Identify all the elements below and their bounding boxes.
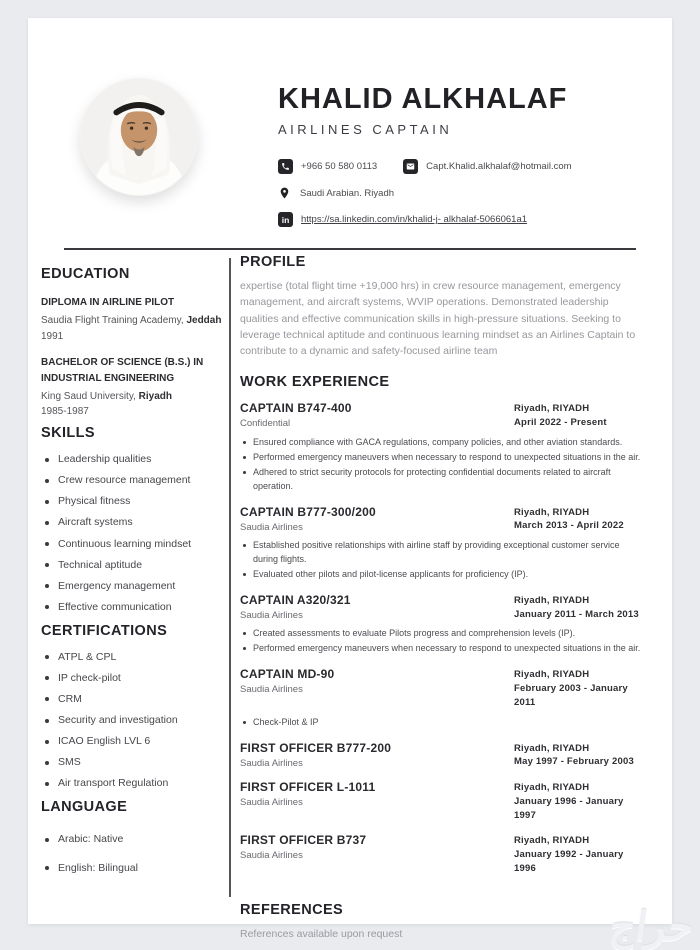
header-divider bbox=[64, 248, 636, 250]
person-name: KHALID ALKHALAF bbox=[278, 83, 568, 115]
school-city: Jeddah bbox=[186, 315, 222, 326]
job-entry-dates: May 1997 - February 2003 bbox=[514, 756, 634, 768]
sidebar bbox=[41, 258, 223, 890]
job-bullet: Created assessments to evaluate Pilots progress and comprehension levels (IP). bbox=[240, 627, 646, 641]
location-pin-icon bbox=[278, 185, 293, 201]
job-entry-location: Riyadh, RIYADH bbox=[514, 403, 590, 415]
job-entry-company: Saudia Airlines bbox=[240, 757, 303, 769]
job-entry-location: Riyadh, RIYADH bbox=[514, 782, 590, 794]
certifications-heading: CERTIFICATIONS bbox=[41, 622, 168, 639]
column-divider bbox=[229, 258, 231, 897]
phone-number: +966 50 580 0113 bbox=[301, 161, 378, 173]
references-text: References available upon request bbox=[240, 927, 403, 940]
jobs-list bbox=[240, 401, 646, 875]
references-heading: REFERENCES bbox=[240, 901, 344, 918]
haraj-watermark: حراج bbox=[607, 905, 698, 949]
job-bullets bbox=[240, 716, 646, 730]
job-bullets bbox=[240, 627, 646, 656]
job-entry-title: FIRST OFFICER L-1011 bbox=[240, 780, 376, 795]
job-entry-location: Riyadh, RIYADH bbox=[514, 669, 590, 681]
education-heading: EDUCATION bbox=[41, 266, 130, 282]
school-city: Riyadh bbox=[138, 390, 172, 402]
main-column bbox=[240, 254, 646, 940]
certification-item: ICAO English LVL 6 bbox=[41, 735, 223, 749]
job-entry-dates: March 2013 - April 2022 bbox=[514, 520, 624, 532]
years: 1985-1987 bbox=[41, 406, 89, 417]
education-item bbox=[41, 355, 223, 418]
linkedin-icon: in bbox=[278, 212, 293, 227]
job-entry-location: Riyadh, RIYADH bbox=[514, 835, 590, 847]
job-entry-company: Confidential bbox=[240, 418, 291, 430]
skill-item: Leadership qualities bbox=[41, 453, 223, 467]
job-entry bbox=[240, 667, 646, 729]
job-entry bbox=[240, 780, 646, 822]
phone-contact bbox=[278, 159, 377, 174]
certification-item: Security and investigation bbox=[41, 714, 223, 728]
job-entry-company: Saudia Airlines bbox=[240, 684, 303, 696]
job-entry bbox=[240, 833, 646, 875]
job-bullet: Established positive relationships with airline staff by providing exceptional customer service during flights. bbox=[240, 539, 646, 567]
language-item: Arabic: Native bbox=[41, 833, 223, 847]
job-title: AIRLINES CAPTAIN bbox=[278, 122, 453, 138]
job-entry-location: Riyadh, RIYADH bbox=[514, 742, 590, 754]
job-entry-company: Saudia Airlines bbox=[240, 609, 303, 621]
portrait-illustration bbox=[80, 78, 198, 196]
job-entry-company: Saudia Airlines bbox=[240, 850, 303, 862]
certification-item: ATPL & CPL bbox=[41, 651, 223, 665]
phone-icon bbox=[278, 159, 293, 174]
job-entry-dates: February 2003 - January 2011 bbox=[514, 683, 628, 708]
job-bullet: Ensured compliance with GACA regulations, company policies, and other aviation standards. bbox=[240, 436, 646, 450]
email-address: Capt.Khalid.alkhalaf@hotmail.com bbox=[426, 161, 572, 173]
job-bullet: Performed emergency maneuvers when necessary to respond to unexpected situations in the air. bbox=[240, 451, 646, 465]
degree: DIPLOMA IN AIRLINE PILOT bbox=[41, 297, 175, 308]
language-item: English: Bilingual bbox=[41, 862, 223, 876]
job-entry bbox=[240, 741, 646, 770]
certification-item: SMS bbox=[41, 756, 223, 770]
job-entry-title: CAPTAIN B777-300/200 bbox=[240, 504, 376, 519]
profile-heading: PROFILE bbox=[240, 254, 306, 270]
years: 1991 bbox=[41, 330, 64, 342]
job-entry-dates: January 2011 - March 2013 bbox=[514, 608, 639, 620]
email-contact bbox=[403, 159, 571, 174]
skill-item: Crew resource management bbox=[41, 474, 223, 488]
job-entry-company: Saudia Airlines bbox=[240, 797, 303, 809]
language-heading: LANGUAGE bbox=[41, 799, 128, 816]
job-entry-location: Riyadh, RIYADH bbox=[514, 594, 590, 606]
certifications-list bbox=[41, 651, 223, 791]
job-entry-dates: April 2022 - Present bbox=[514, 417, 607, 429]
job-bullet: Performed emergency maneuvers when necessary to respond to unexpected situations in the air. bbox=[240, 642, 646, 656]
job-entry-title: FIRST OFFICER B777-200 bbox=[240, 740, 392, 755]
skill-item: Continuous learning mindset bbox=[41, 538, 223, 552]
job-bullet: Evaluated other pilots and pilot-license applicants for proficiency (IP). bbox=[240, 568, 646, 582]
job-entry bbox=[240, 401, 646, 493]
job-entry-title: CAPTAIN A320/321 bbox=[240, 592, 351, 607]
job-bullet: Check-Pilot & IP bbox=[240, 716, 646, 730]
education-list bbox=[41, 295, 223, 417]
education-item bbox=[41, 295, 223, 342]
job-entry-company: Saudia Airlines bbox=[240, 521, 303, 533]
job-bullet: Adhered to strict security protocols for protecting confidential documents related to aircraft operation. bbox=[240, 466, 646, 494]
skill-item: Technical aptitude bbox=[41, 559, 223, 573]
job-entry bbox=[240, 505, 646, 582]
school: Saudia Flight Training Academy, Jeddah bbox=[41, 315, 222, 326]
job-bullets bbox=[240, 539, 646, 582]
skill-item: Effective communication bbox=[41, 601, 223, 615]
skill-item: Physical fitness bbox=[41, 495, 223, 509]
profile-text: expertise (total flight time +19,000 hrs) in crew resource management, emergency management, and aircraft systems, WVIP operations. Demonstrated leadership qualities and effective communication skills in high-pressure situations. Seeking to leverage technical aptitude and continuous learning mindset as an Airlines Captain to contribute to a dynamic and safety-focused airline team bbox=[240, 280, 636, 358]
linkedin-contact bbox=[278, 212, 527, 227]
job-entry-title: CAPTAIN MD-90 bbox=[240, 667, 335, 682]
work-experience-heading: WORK EXPERIENCE bbox=[240, 374, 390, 391]
skill-item: Emergency management bbox=[41, 580, 223, 594]
job-entry-dates: January 1992 - January 1996 bbox=[514, 849, 624, 874]
email-icon bbox=[403, 159, 418, 174]
job-entry-title: CAPTAIN B747-400 bbox=[240, 401, 352, 416]
certification-item: Air transport Regulation bbox=[41, 777, 223, 791]
contact-block bbox=[278, 159, 648, 227]
skills-heading: SKILLS bbox=[41, 425, 95, 441]
references-section bbox=[240, 902, 646, 940]
job-entry-location: Riyadh, RIYADH bbox=[514, 506, 590, 518]
school: King Saud University, Riyadh bbox=[41, 390, 172, 402]
job-entry bbox=[240, 593, 646, 656]
location-contact bbox=[278, 185, 394, 201]
job-entry-title: FIRST OFFICER B737 bbox=[240, 833, 367, 848]
job-entry-dates: January 1996 - January 1997 bbox=[514, 795, 624, 821]
language-list bbox=[41, 833, 223, 875]
certification-item: CRM bbox=[41, 693, 223, 707]
skill-item: Aircraft systems bbox=[41, 516, 223, 530]
location-text: Saudi Arabian. Riyadh bbox=[300, 187, 395, 199]
skills-list bbox=[41, 453, 223, 615]
degree: BACHELOR OF SCIENCE (B.S.) IN INDUSTRIAL ENGINEERING bbox=[41, 356, 204, 384]
job-bullets bbox=[240, 436, 646, 494]
certification-item: IP check-pilot bbox=[41, 672, 223, 686]
avatar bbox=[80, 78, 198, 196]
linkedin-link[interactable]: https://sa.linkedin.com/in/khalid-j- alkhalaf-5066061a1 bbox=[301, 214, 528, 226]
